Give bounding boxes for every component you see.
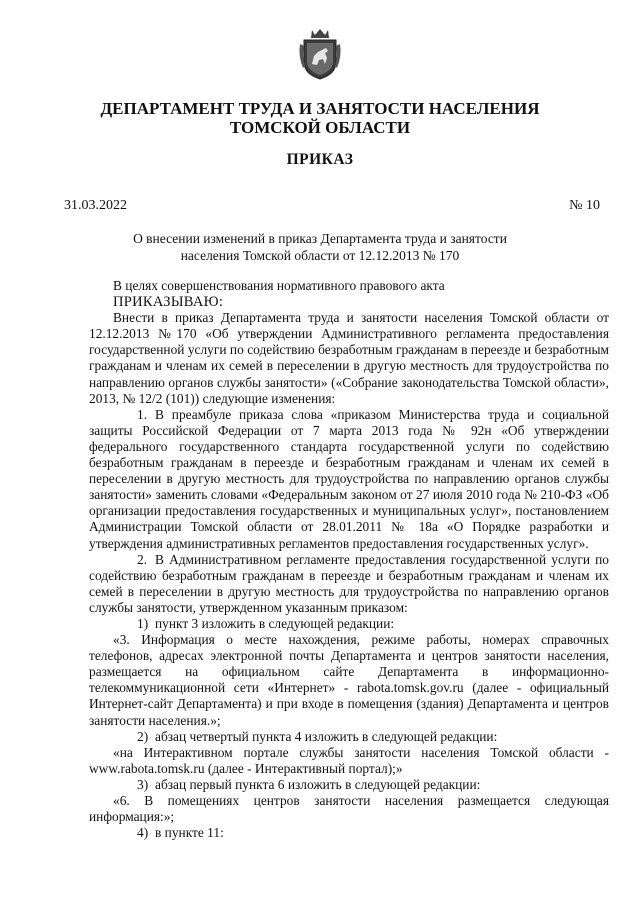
preamble: В целях совершенствования нормативного правового акта — [113, 278, 445, 293]
subitem-2-text: абзац четвертый пункта 4 изложить в следующей редакции: — [155, 728, 498, 744]
subitem-1-quote: «3. Информация о месте нахождения, режиме работы, номерах справочных телефонов, адресах электронной почты Департамента и центров занятости населения, размещается на официальном сайте Департамента в информационно-телекоммуникационной сети «Интернет» - rabota.tomsk.gov.ru (далее - официальный Интернет-сайт Департамента) и при входе в помещения (здания) Департамента и центров занятости населения.»; — [89, 632, 609, 728]
org-name-line2: ТОМСКОЙ ОБЛАСТИ — [229, 118, 411, 137]
subject-line2: населения Томской области от 12.12.2013 № 170 — [180, 248, 460, 263]
subitem-3-number: 3) — [137, 776, 149, 792]
subitem-1-text: пункт 3 изложить в следующей редакции: — [155, 615, 395, 631]
document-body — [89, 278, 609, 841]
order-word: ПРИКАЗЫВАЮ: — [113, 294, 224, 311]
document-date: 31.03.2022 — [64, 198, 127, 213]
item-2-number: 2. — [137, 551, 148, 567]
item-1-text: В преамбуле приказа слова «приказом Министерства труда и социальной защиты Российской Федерации от 7 марта 2013 года № 92н «Об утверждении федерального государственного стандарта государственной услуги по содействию безработным гражданам в переезде и безработным гражданам и членам их семей в переселении в другую местность для трудоустройства по направлению органов службы занятости» заменить словами «Федеральным законом от 27 июля 2010 года № 210-ФЗ «Об организации предоставления государственных и муниципальных услуг», постановлением Администрации Томской области от 28.01.2011 № 18а «О Порядке разработки и утверждения административных регламентов предоставления государственных услуг». — [89, 406, 609, 551]
subitem-4-text: в пункте 11: — [155, 825, 224, 841]
subitem-4-number: 4) — [137, 825, 149, 841]
subitem-3-quote: «6. В помещениях центров занятости населения размещается следующая информация:»; — [89, 793, 609, 825]
subitem-3 — [89, 777, 609, 793]
item-2-text: В Административном регламенте предоставления государственной услуги по содействию безработным гражданам в переезде и безработным гражданам и членам их семей в переселении в другую местность для трудоустройства по направлению органов службы занятости, утвержденном указанным приказом: — [89, 551, 609, 615]
subitem-2-quote: «на Интерактивном портале службы занятости населения Томской области - www.rabota.tomsk.ru (далее - Интерактивный портал);» — [89, 744, 609, 776]
subject-line1: О внесении изменений в приказ Департамента труда и занятости — [133, 231, 507, 246]
document-subject — [0, 230, 640, 264]
subitem-1-number: 1) — [137, 615, 149, 631]
document-type: ПРИКАЗ — [286, 151, 354, 168]
intro-paragraph: Внести в приказ Департамента труда и занятости населения Томской области от 12.12.2013 №170 «Об утверждении Административного регламента предоставления государственной услуги по содействию безработным гражданам в переезде и безработным гражданам и членам их семей в переселении в другую местность для трудоустройства по направлению органов службы занятости» («Собрание законодательства Томской области», 2013, № 12/2 (101)) следующие изменения: — [89, 310, 609, 406]
item-1-number: 1. — [137, 406, 148, 422]
subitem-4 — [89, 825, 609, 841]
subitem-2 — [89, 729, 609, 745]
document-number: № 10 — [569, 198, 600, 213]
item-1 — [89, 407, 609, 552]
coat-of-arms-icon — [298, 28, 342, 80]
subitem-3-text: абзац первый пункта 6 изложить в следующей редакции: — [155, 776, 481, 792]
org-name-line1: ДЕПАРТАМЕНТ ТРУДА И ЗАНЯТОСТИ НАСЕЛЕНИЯ — [100, 99, 540, 118]
subitem-2-number: 2) — [137, 728, 149, 744]
item-2 — [89, 552, 609, 616]
subitem-1 — [89, 616, 609, 632]
